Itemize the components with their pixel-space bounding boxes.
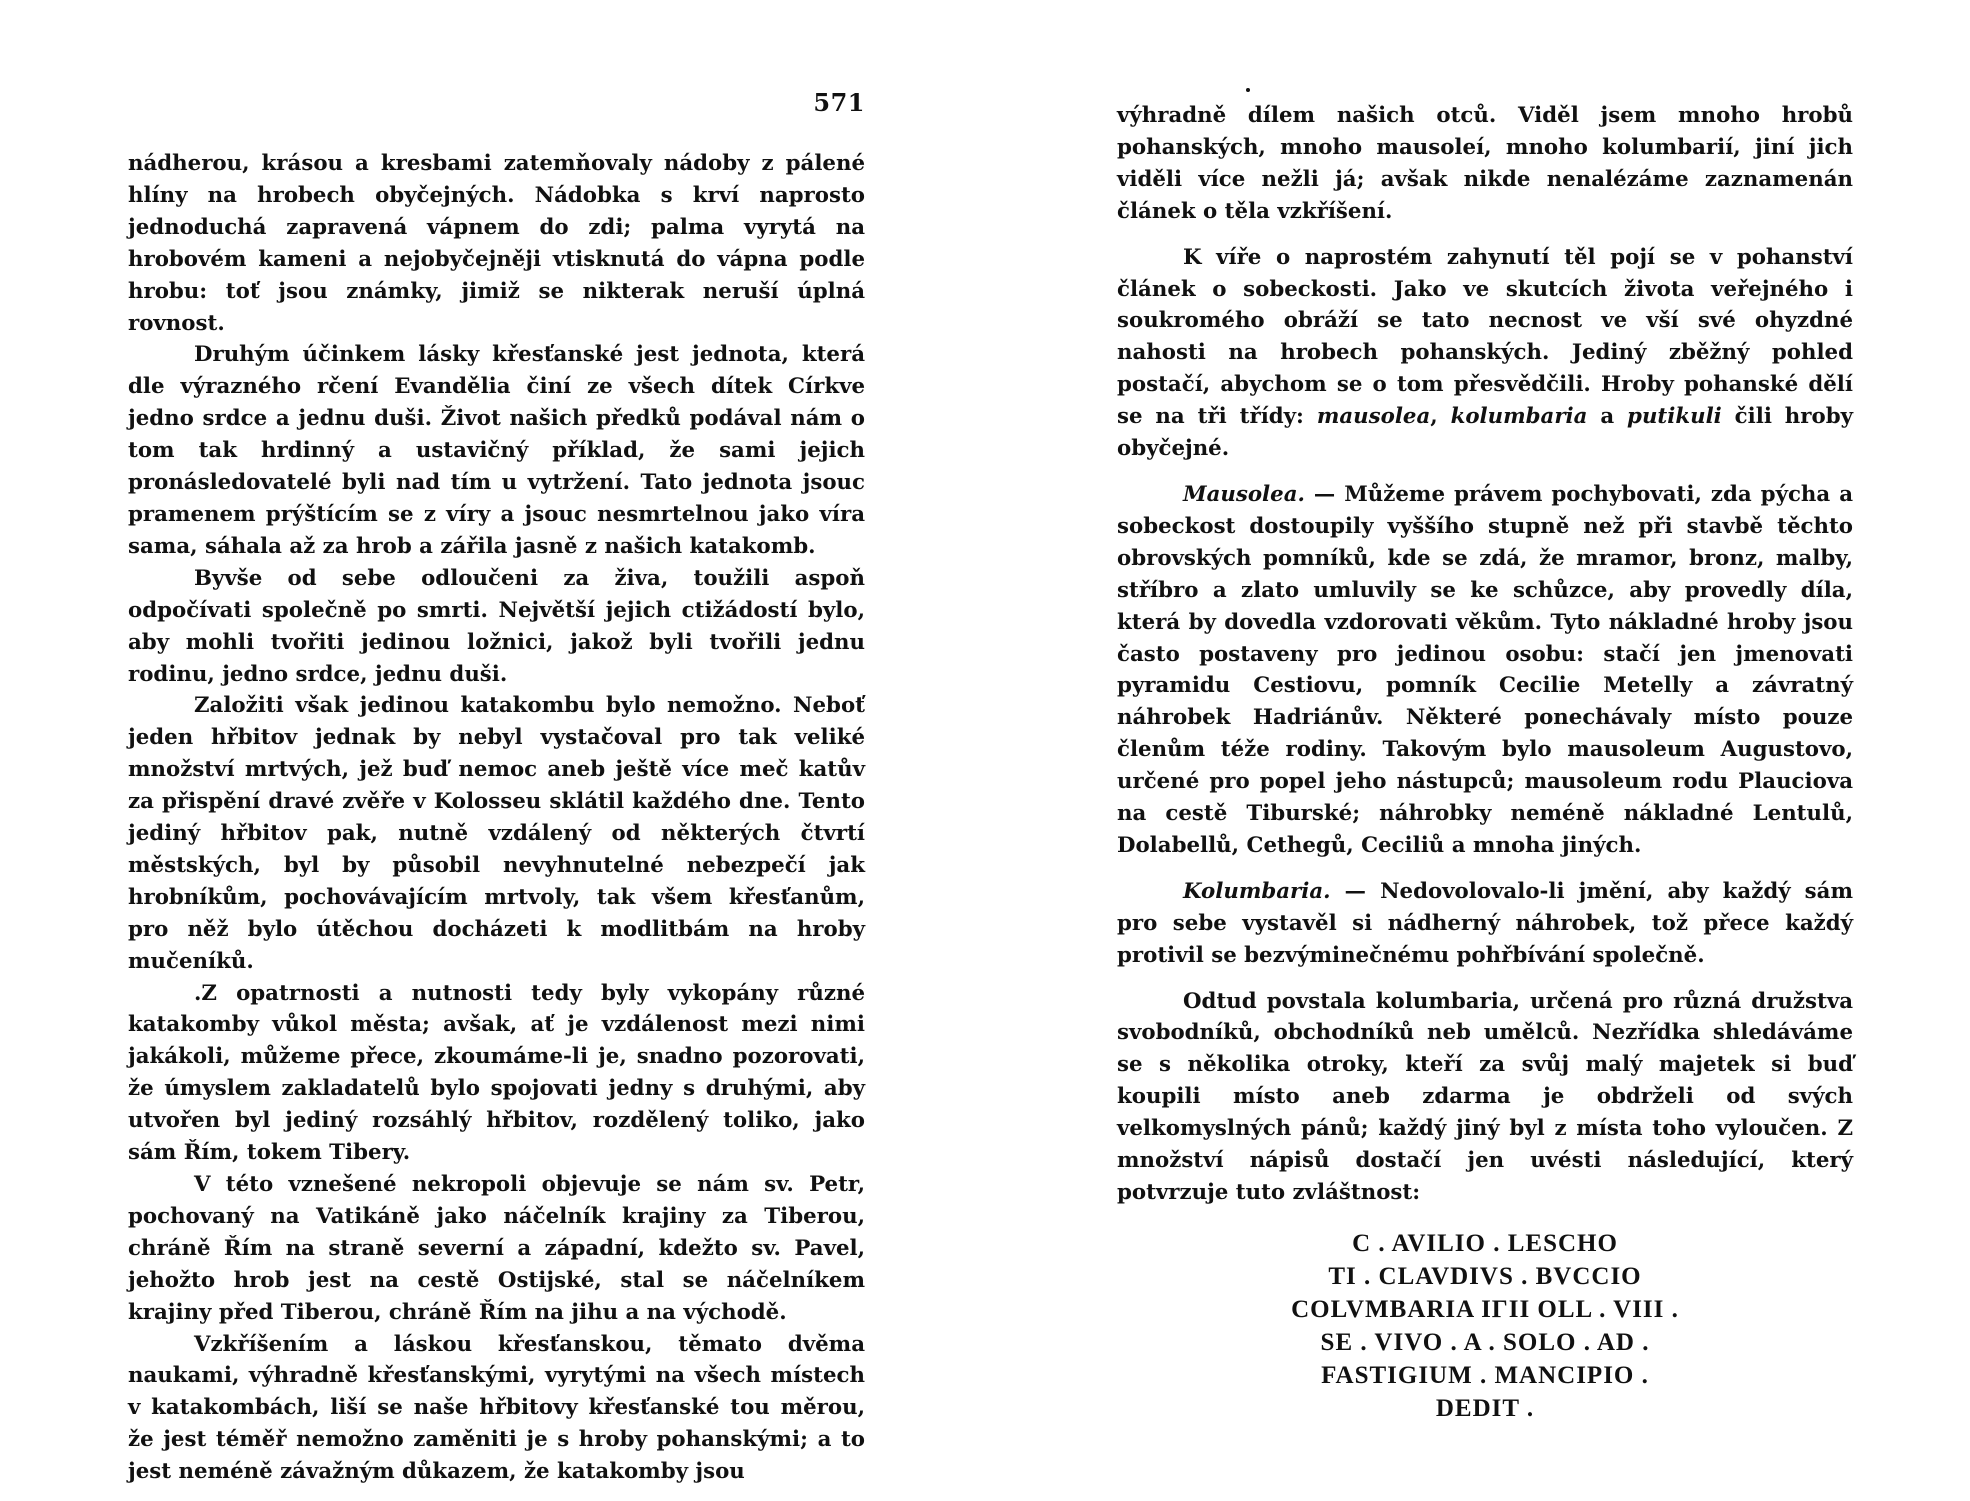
left-paragraph-1: nádherou, krásou a kresbami zatemňovaly nádoby z pálené hlíny na hrobech obyčejných. Nádobka s krví naprosto jednoduchá zapravená vápnem do zdi; palma vyrytá na hrobovém kameni a nejobyčejněji vtisknutá do vápna podle hrobu: toť jsou známky, jimiž se nikterak neruší úplná rovnost. (128, 151, 865, 336)
inscription-line-6: DEDIT . (1435, 1394, 1535, 1422)
separator-2: a (1587, 404, 1628, 430)
right-paragraph-2-text: K víře o naprostém zahynutí těl pojí se v pohanství článek o sobeckosti. Jako ve skutcích života veřejného i soukromého obráží se tato necnost ve vší své ohyzdné nahosti na hrobech pohanských. Jediný zběžný pohled postačí, abychom se o tom přesvědčili. Hroby pohanské dělí se na tři třídy: (1117, 244, 1853, 430)
left-paragraph-2: Druhým účinkem lásky křesťanské jest jednota, která dle výrazného rčení Evandělia činí ze všech dítek Církve jedno srdce a jednu duši. Život našich předků podával nám o tom tak hrdinný a ustavičný příklad, že sami jejich pronásledovatelé byli nad tím u vytržení. Tato jednota jsouc pramenem prýštícím se z víry a jsouc nesmrtelnou jako víra sama, sáhala až za hrob a zářila jasně z našich katakomb. (128, 342, 865, 559)
right-paragraph-2 (1117, 242, 1853, 465)
right-text-block (1117, 100, 1853, 1425)
right-paragraph-kolumbaria (1117, 876, 1853, 972)
term-mausolea: mausolea (1316, 404, 1431, 430)
inscription-line-4: SE . VIVO . A . SOLO . AD . (1320, 1328, 1650, 1356)
term-kolumbaria: kolumbaria (1450, 404, 1588, 430)
right-paragraph-2-tail: čili hroby obyčejné. (1117, 404, 1853, 462)
right-paragraph-mausolea (1117, 479, 1853, 862)
inscription-line-2: TI . CLAVDIVS . BVCCIO (1328, 1262, 1642, 1290)
term-putikuli: putikuli (1627, 404, 1722, 430)
latin-inscription (1117, 1227, 1853, 1425)
inscription-line-3: COLVMBARIA IΓII OLL . VIII . (1291, 1295, 1679, 1323)
inscription-line-1: C . AVILIO . LESCHO (1352, 1229, 1618, 1257)
inscription-line-5: FASTIGIUM . MANCIPIO . (1321, 1361, 1649, 1389)
heading-mausolea: Mausolea. (1183, 481, 1305, 507)
page-number: 571 (813, 88, 865, 117)
left-paragraph-3: Byvše od sebe odloučeni za živa, toužili aspoň odpočívati společně po smrti. Největší jejich ctižádostí bylo, aby mohli tvořiti jedinou ložnici, jakož byli tvořili jednu rodinu, jedno srdce, jednu duši. (128, 565, 865, 687)
left-paragraph-7: Vzkříšením a láskou křesťanskou, těmato dvěma naukami, výhradně křesťanskými, vyrytými na všech místech v katakombách, liší se naše hřbitovy křesťanské tou měrou, že jest téměř nemožno zaměniti je s hroby pohanskými; a to jest neméně závažným důkazem, že katakomby jsou (128, 1331, 865, 1485)
right-paragraph-1: výhradně dílem našich otců. Viděl jsem mnoho hrobů pohanských, mnoho mausoleí, mnoho kolumbarií, jiní jich viděli více nežli já; avšak nikde nenalézáme zaznamenán článek o těla vzkříšení. (1117, 103, 1853, 224)
left-paragraph-4: Založiti však jedinou katakombu bylo nemožno. Neboť jeden hřbitov jednak by nebyl vystačoval pro tak veliké množství mrtvých, jež buď nemoc aneb ještě více meč katův za přispění dravé zvěře v Kolosseu sklátil každého dne. Tento jediný hřbitov pak, nutně vzdálený od některých čtvrtí městských, byl by působil nevyhnutelné nebezpečí jak hrobníkům, pochovávajícím mrtvoly, tak všem křesťanům, pro něž bylo útěchou docházeti k modlitbám na hroby mučeníků. (128, 693, 865, 974)
mausolea-text: — Můžeme právem pochybovati, zda pýcha a sobeckost dostoupily vyššího stupně než při stavbě těchto obrovských pomníků, kde se zdá, že mramor, bronz, malby, stříbro a zlato umluvily se ke schůzce, aby provedly díla, která by dovedla vzdorovati věkům. Tyto nákladné hroby jsou často postaveny pro jedinou osobu: stačí jen jmenovati pyramidu Cestiovu, pomník Cecilie Metelly a závratný náhrobek Hadriánův. Některé ponechávaly místo pouze členům téže rodiny. Takovým bylo mausoleum Augustovo, určené pro popel jeho nástupců; mausoleum rodu Plauciova na cestě Tiburské; náhrobky neméně nákladné Lentulů, Dolabellů, Cethegů, Ceciliů a mnoha jiných. (1117, 481, 1853, 858)
separator-1: , (1430, 404, 1451, 430)
right-paragraph-odtud: Odtud povstala kolumbaria, určená pro různá družstva svobodníků, obchodníků neb umělců. Nezřídka shledáváme se s několika otroky, kteří za svůj malý majetek si buď koupili místo aneb zdarma je obdrželi od svých velkomyslných pánů; každý jiný byl z místa toho vyloučen. Z množství nápisů dostačí jen uvésti následující, který potvrzuje tuto zvláštnost: (1117, 988, 1853, 1205)
heading-kolumbaria: Kolumbaria. (1183, 878, 1331, 904)
left-paragraph-5: .Z opatrnosti a nutnosti tedy byly vykopány různé katakomby vůkol města; avšak, ať je vzdálenost mezi nimi jakákoli, můžeme přece, zkoumáme-li je, snadno pozorovati, že úmyslem zakladatelů bylo spojovati jedny s druhými, aby utvořen byl jediný rozsáhlý hřbitov, rozdělený toliko, jako sám Řím, tokem Tibery. (128, 980, 865, 1166)
right-page (985, 0, 1970, 1501)
left-text-block (128, 148, 865, 1488)
printing-dot-mark (1246, 88, 1250, 92)
left-paragraph-6: V této vznešené nekropoli objevuje se nám sv. Petr, pochovaný na Vatikáně jako náčelník krajiny za Tiberou, chráně Řím na straně severní a západní, kdežto sv. Pavel, jehožto hrob jest na cestě Ostijské, stal se náčelníkem krajiny před Tiberou, chráně Řím na jihu a na východě. (128, 1172, 865, 1325)
kolumbaria-text: — Nedovolovalo-li jmění, aby každý sám pro sebe vystavěl si nádherný náhrobek, tož přece každý protivil se bezvýminečnému pohřbívání společně. (1117, 878, 1853, 968)
